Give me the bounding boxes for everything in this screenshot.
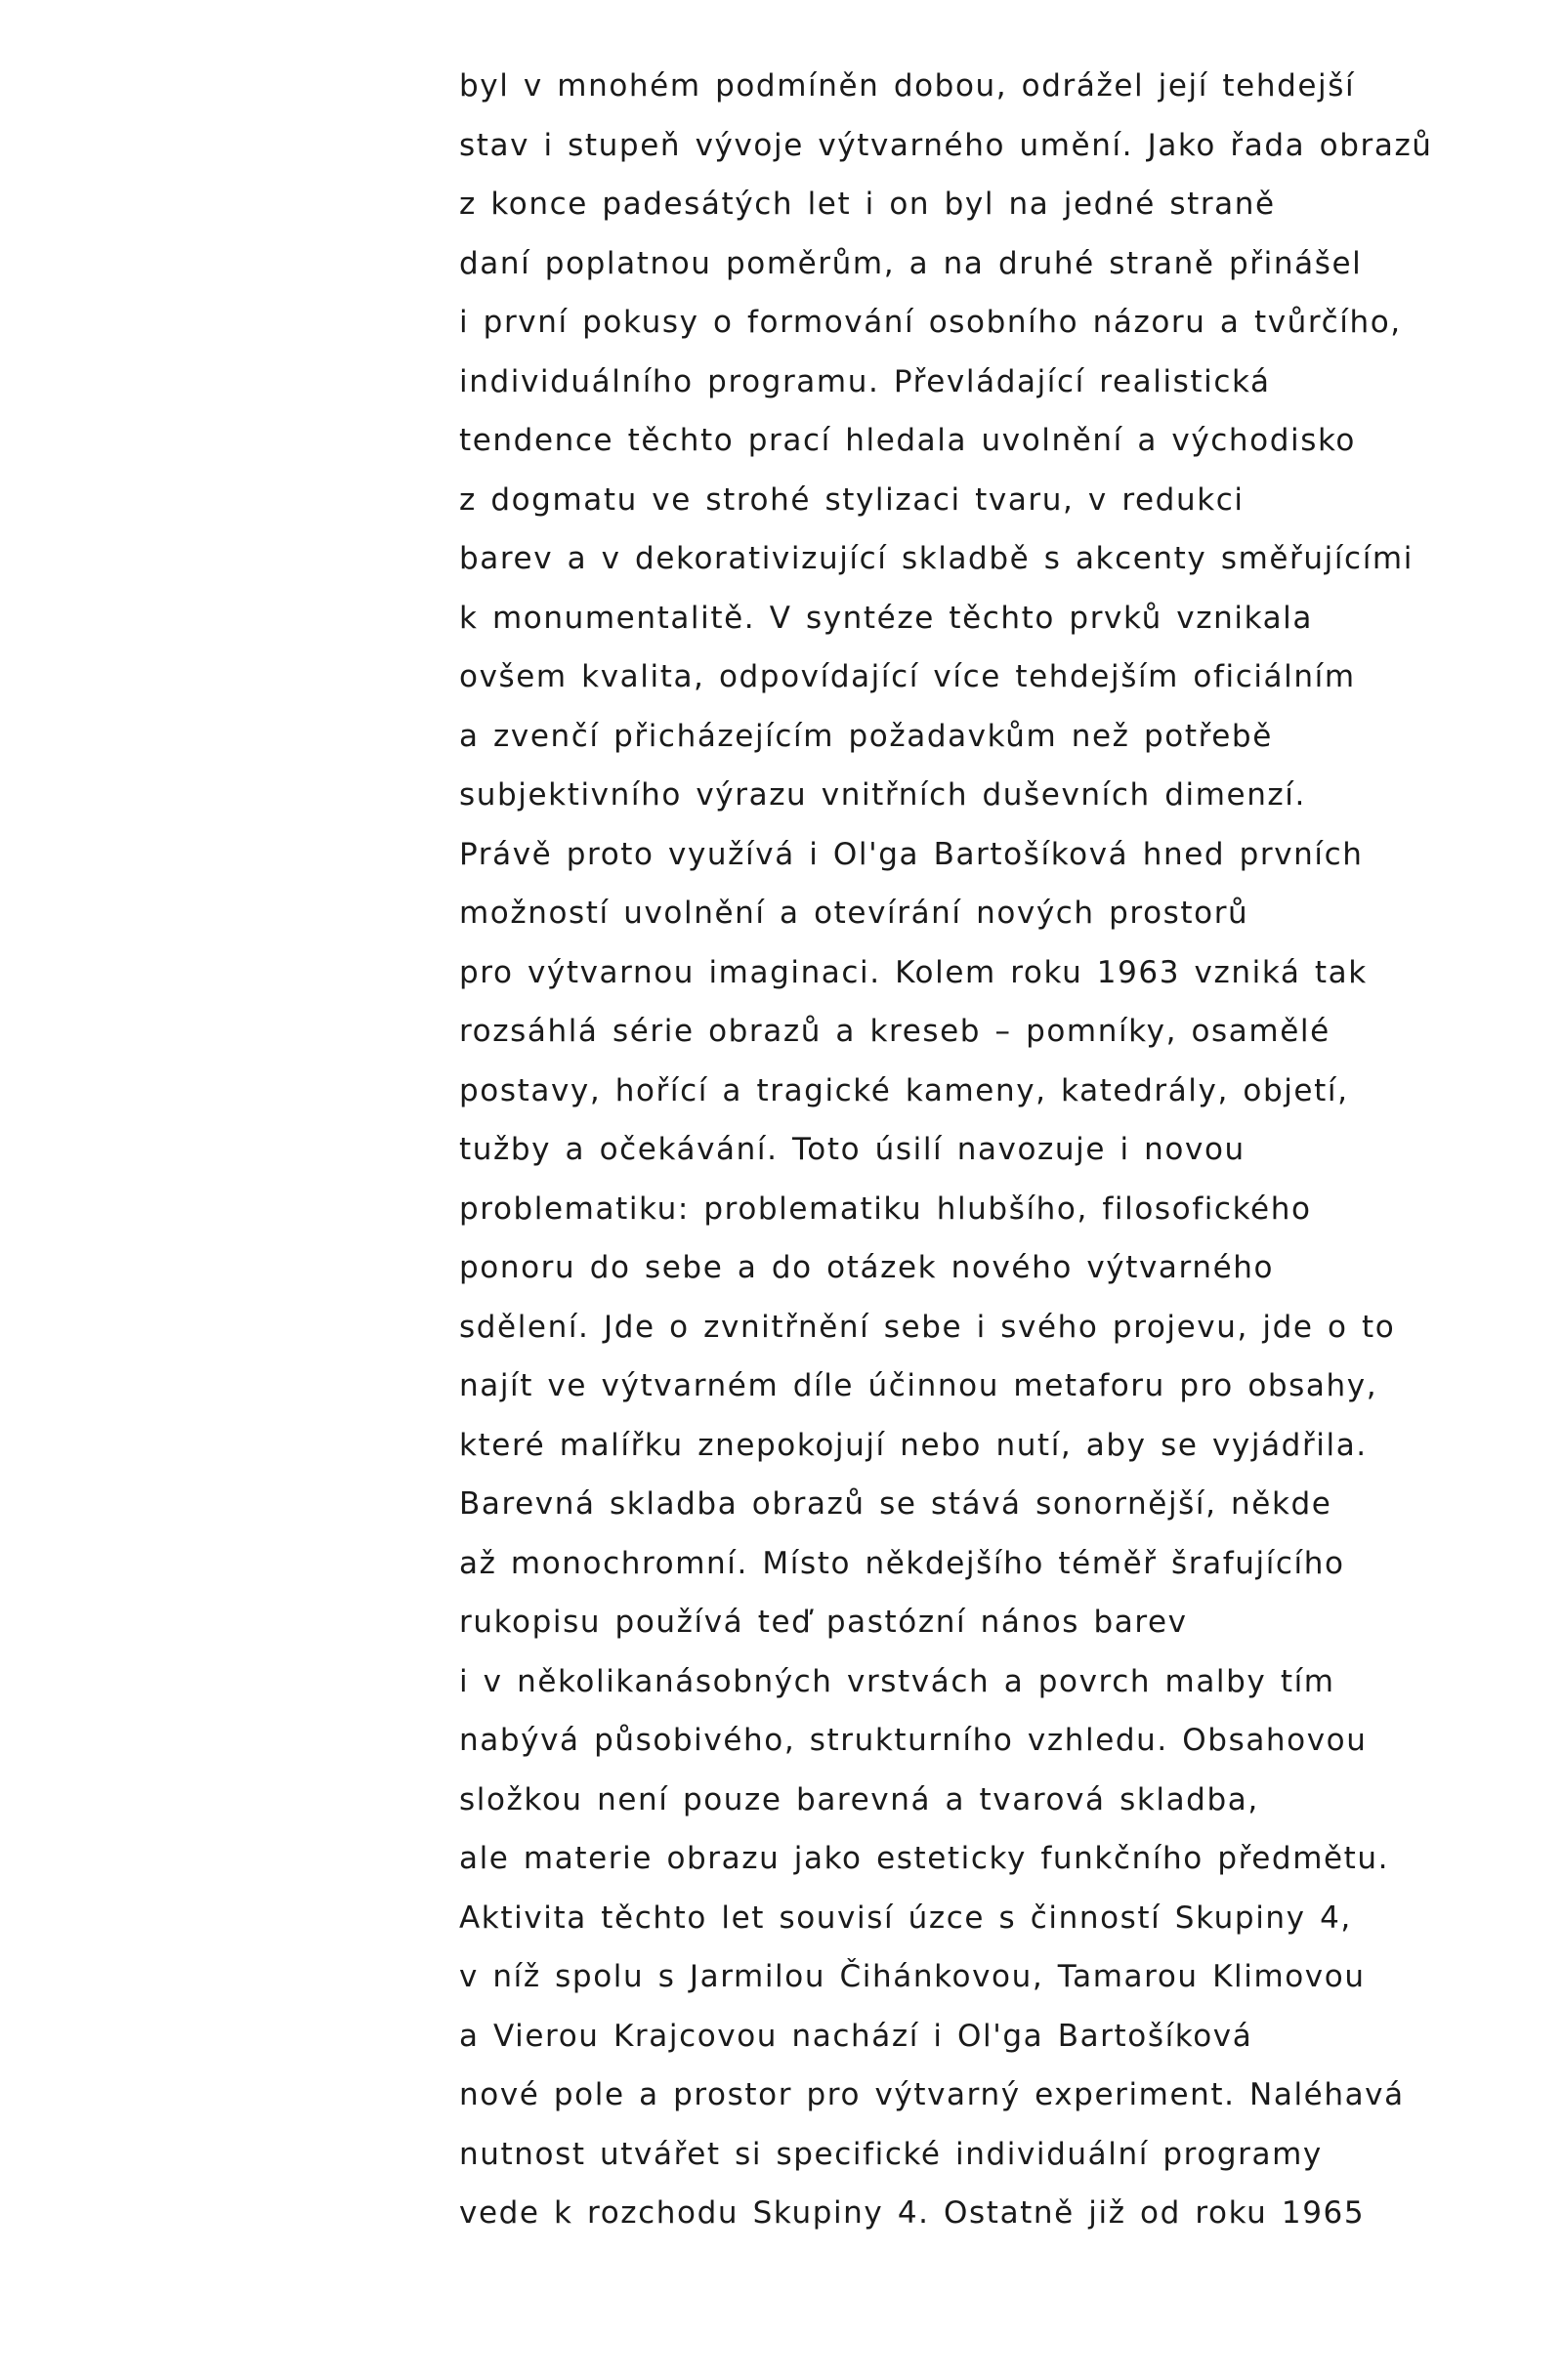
text-line-5: i první pokusy o formování osobního názoru a tvůrčího, xyxy=(459,305,1402,340)
text-line-24: které malířku znepokojují nebo nutí, aby se vyjádřila. xyxy=(459,1427,1368,1463)
text-line-13: subjektivního výrazu vnitřních duševních dimenzí. xyxy=(459,777,1306,813)
text-line-35: nové pole a prostor pro výtvarný experiment. Naléhavá xyxy=(459,2077,1405,2112)
text-line-15: možností uvolnění a otevírání nových prostorů xyxy=(459,896,1249,931)
text-line-14: Právě proto využívá i Ol'ga Bartošíková hned prvních xyxy=(459,836,1364,872)
text-line-22: sdělení. Jde o zvnitřnění sebe i svého projevu, jde o to xyxy=(459,1309,1396,1345)
text-line-32: Aktivita těchto let souvisí úzce s činností Skupiny 4, xyxy=(459,1900,1352,1936)
text-line-26: až monochromní. Místo někdejšího téměř šrafujícího xyxy=(459,1545,1345,1581)
text-line-3: z konce padesátých let i on byl na jedné straně xyxy=(459,187,1276,222)
text-line-8: z dogmatu ve strohé stylizaci tvaru, v redukci xyxy=(459,481,1245,518)
text-line-27: rukopisu používá teď pastózní nános barev xyxy=(459,1605,1188,1640)
text-line-31: ale materie obrazu jako esteticky funkčního předmětu. xyxy=(459,1841,1390,1876)
text-line-23: najít ve výtvarném díle účinnou metaforu pro obsahy, xyxy=(459,1368,1378,1403)
text-line-4: daní poplatnou poměrům, a na druhé straně přinášel xyxy=(459,245,1363,281)
text-line-2: stav i stupeň vývoje výtvarného umění. Jako řada obrazů xyxy=(459,127,1433,163)
text-line-33: v níž spolu s Jarmilou Čihánkovou, Tamarou Klimovou xyxy=(459,1959,1366,1994)
text-line-7: tendence těchto prací hledala uvolnění a východisko xyxy=(459,423,1356,458)
text-line-29: nabývá působivého, strukturního vzhledu. Obsahovou xyxy=(459,1723,1368,1758)
body-text xyxy=(459,57,1436,2243)
text-line-11: ovšem kvalita, odpovídající více tehdejším oficiálním xyxy=(459,659,1356,694)
text-line-30: složkou není pouze barevná a tvarová skladba, xyxy=(459,1781,1259,1817)
text-line-20: problematiku: problematiku hlubšího, filosofického xyxy=(459,1190,1312,1227)
text-line-19: tužby a očekávání. Toto úsilí navozuje i novou xyxy=(459,1132,1246,1167)
text-line-21: ponoru do sebe a do otázek nového výtvarného xyxy=(459,1250,1275,1285)
text-line-12: a zvenčí přicházejícím požadavkům než potřebě xyxy=(459,718,1273,754)
text-line-17: rozsáhlá série obrazů a kreseb – pomníky, osamělé xyxy=(459,1014,1331,1049)
text-line-28: i v několikanásobných vrstvách a povrch malby tím xyxy=(459,1663,1335,1699)
text-line-1: byl v mnohém podmíněn dobou, odrážel její tehdejší xyxy=(459,68,1356,104)
text-line-34: a Vierou Krajcovou nachází i Ol'ga Bartošíková xyxy=(459,2018,1253,2054)
text-line-16: pro výtvarnou imaginaci. Kolem roku 1963 vzniká tak xyxy=(459,954,1368,990)
text-line-25: Barevná skladba obrazů se stává sonornější, někde xyxy=(459,1486,1332,1522)
text-line-18: postavy, hořící a tragické kameny, katedrály, objetí, xyxy=(459,1072,1349,1108)
text-line-10: k monumentalitě. V syntéze těchto prvků vznikala xyxy=(459,600,1313,636)
text-line-37: vede k rozchodu Skupiny 4. Ostatně již od roku 1965 xyxy=(459,2195,1366,2231)
text-line-9: barev a v dekorativizující skladbě s akcenty směřujícími xyxy=(459,541,1414,576)
text-line-6: individuálního programu. Převládající realistická xyxy=(459,363,1271,399)
text-line-36: nutnost utvářet si specifické individuální programy xyxy=(459,2136,1323,2172)
